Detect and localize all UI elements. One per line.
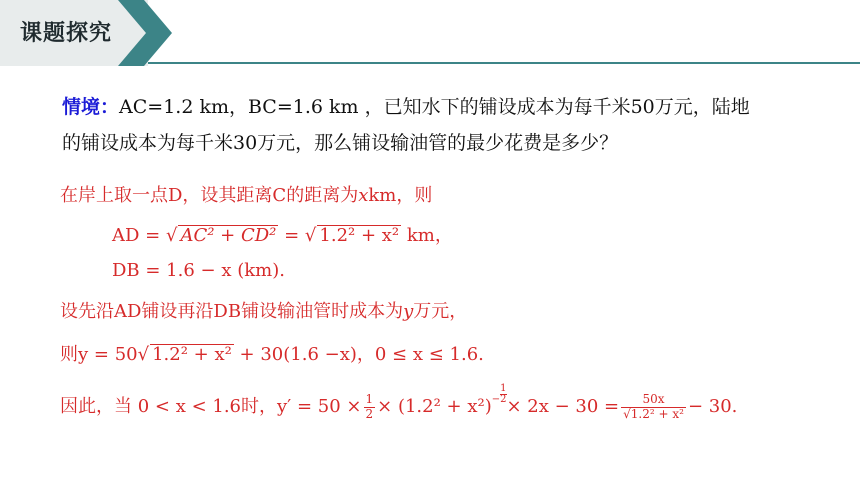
radical-1-2-x: 1.2² + x² <box>319 225 400 246</box>
question-line-1: 情境：AC=1.2 km，BC=1.6 km ，已知水下的铺设成本为每千米50万元，陆地 <box>62 96 750 118</box>
chevron-arrow-icon <box>118 0 172 66</box>
solution-line-1: 在岸上取一点D，设其距离C的距离为xkm，则 <box>60 185 433 206</box>
exponent-neg-half: − <box>491 394 501 405</box>
exponent-half-fraction: $\frac{1}{2}$ <box>500 383 507 405</box>
ad-formula: AD = √ AC² + CD² = √ 1.2² + x² km， <box>112 225 453 246</box>
half-fraction: $\frac{1}{2}$ <box>365 392 374 421</box>
radical-ac-cd: AC² + CD² <box>180 225 277 246</box>
header-divider <box>148 62 860 64</box>
derivative-line: 因此，当 0 < x < 1.6时，y′ = 50 × $\frac{1}{2}$ × (1.2² + x²) − $\frac{1}{2}$ × 2x − 30 = $\frac{50x}{\text{√1.2² + x²}}$ − 30. <box>60 383 738 421</box>
slide-title: 课题探究 <box>20 21 113 46</box>
scenario-label: 情境： <box>62 96 120 118</box>
question-line-2: 的铺设成本为每千米30万元，那么铺设输油管的最少花费是多少？ <box>62 132 619 154</box>
radical-cost: 1.2² + x² <box>152 344 232 365</box>
cost-function: 则y = 50√ 1.2² + x² + 30(1.6 −x)，0 ≤ x ≤ 1.6. <box>60 344 484 365</box>
derivative-fraction: $\frac{50x}{\text{√1.2² + x²}}$ <box>623 392 684 421</box>
solution-line-4: 设先沿AD铺设再沿DB铺设输油管时成本为y万元， <box>60 301 468 322</box>
slide-header <box>0 0 860 66</box>
db-formula: DB = 1.6 − x (km). <box>112 260 285 281</box>
